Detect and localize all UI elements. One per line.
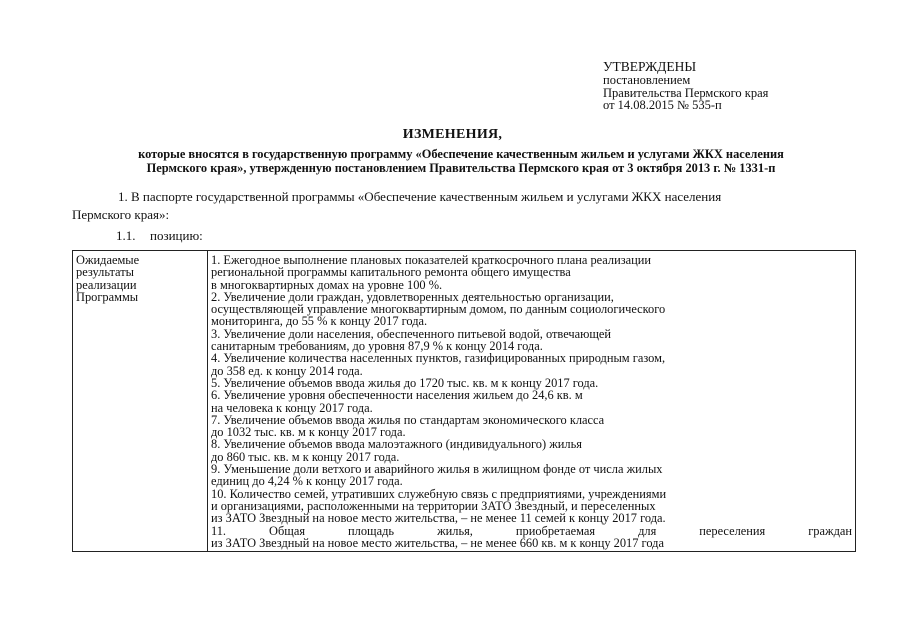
result-item-9-line-2: единиц до 4,24 % к концу 2017 года. <box>211 474 403 489</box>
result-item-8-line-1: 8. Увеличение объемов ввода малоэтажного (индивидуального) жилья <box>211 437 582 452</box>
result-item-11-line-1: 11. Общая площадь жилья, приобретаемая для переселения граждан <box>211 523 852 538</box>
approval-stamp <box>603 60 768 112</box>
paragraph-1-text-line-1: В паспорте государственной программы «Обеспечение качественным жильем и услугами ЖКХ населения <box>131 189 722 204</box>
result-item-6-line-1: 6. Увеличение уровня обеспеченности населения жильем до 24,6 кв. м <box>211 388 583 403</box>
result-item-9 <box>211 463 852 488</box>
label-cell <box>73 251 208 552</box>
result-item-11-line-2: из ЗАТО Звездный на новое место жительства, – не менее 660 кв. м к концу 2017 года <box>211 535 664 550</box>
result-item-7-line-2: до 1032 тыс. кв. м к концу 2017 года. <box>211 425 406 440</box>
result-item-9-line-1: 9. Уменьшение доли ветхого и аварийного жилья в жилищном фонде от числа жилых <box>211 462 663 477</box>
result-item-5-line-1: 5. Увеличение объемов ввода жилья до 1720 тыс. кв. м к концу 2017 года. <box>211 375 599 390</box>
result-item-8 <box>211 438 852 463</box>
result-item-10-line-3: из ЗАТО Звездный на новое место жительства, – не менее 11 семей к концу 2017 года. <box>211 511 666 526</box>
result-item-2-line-3: мониторинга, до 55 % к концу 2017 года. <box>211 314 428 329</box>
paragraph-1 <box>72 188 855 224</box>
subtitle-line-2: Пермского края», утвержденную постановлением Правительства Пермского края от 3 октября 2013 г. № 1331-п <box>146 161 776 175</box>
results-cell <box>208 251 856 552</box>
subtitle-line-1: которые вносятся в государственную программу «Обеспечение качественным жильем и услугами ЖКХ населения <box>138 147 784 161</box>
result-item-2-line-1: 2. Увеличение доли граждан, удовлетворенных деятельностью организации, <box>211 289 614 304</box>
results-table <box>72 250 856 552</box>
approval-line-1: постановлением <box>603 73 691 87</box>
paragraph-1-number: 1. <box>118 189 128 204</box>
result-item-1-line-2: региональной программы капитального ремонта общего имущества <box>211 265 571 280</box>
document-subtitle <box>66 147 856 175</box>
label-line-1: Ожидаемые <box>76 253 140 267</box>
result-item-2 <box>211 291 852 328</box>
result-item-8-line-2: до 860 тыс. кв. м к концу 2017 года. <box>211 449 400 464</box>
table-row <box>73 251 856 552</box>
result-item-2-line-2: осуществляющей управление многоквартирным домом, по данным социологического <box>211 302 666 317</box>
result-item-3-line-2: санитарным требованиям, до уровня 87,9 % к концу 2014 года. <box>211 339 543 354</box>
document-title: ИЗМЕНЕНИЯ, <box>402 127 503 142</box>
result-item-7-line-1: 7. Увеличение объемов ввода жилья по стандартам экономического класса <box>211 412 605 427</box>
approval-line-3: от 14.08.2015 № 535-п <box>603 98 722 112</box>
result-item-1-line-1: 1. Ежегодное выполнение плановых показателей краткосрочного плана реализации <box>211 253 652 267</box>
result-item-3-line-1: 3. Увеличение доли населения, обеспеченного питьевой водой, отвечающей <box>211 326 612 341</box>
result-item-4-line-2: до 358 ед. к концу 2014 года. <box>211 363 363 378</box>
result-item-10-line-1: 10. Количество семей, утративших служебную связь с предприятиями, учреждениями <box>211 486 667 501</box>
result-item-1-line-3: в многоквартирных домах на уровне 100 %. <box>211 277 443 292</box>
paragraph-1-1-number: 1.1. <box>116 228 136 243</box>
paragraph-1-1 <box>116 228 203 244</box>
result-item-1 <box>211 254 852 291</box>
label-line-3: реализации <box>76 277 137 292</box>
label-line-4: Программы <box>76 289 139 304</box>
approval-line-2: Правительства Пермского края <box>603 85 769 100</box>
result-item-11 <box>211 525 852 550</box>
result-item-6 <box>211 389 852 414</box>
result-item-10-line-2: и организациями, расположенными на территории ЗАТО Звездный, и переселенных <box>211 498 656 513</box>
result-item-6-line-2: на человека к концу 2017 года. <box>211 400 373 415</box>
result-item-4-line-1: 4. Увеличение количества населенных пунктов, газифицированных природным газом, <box>211 351 666 366</box>
result-item-7 <box>211 414 852 439</box>
result-item-10 <box>211 488 852 525</box>
result-item-4 <box>211 352 852 377</box>
label-line-2: результаты <box>76 265 134 280</box>
approval-heading: УТВЕРЖДЕНЫ <box>603 59 697 74</box>
paragraph-1-1-text: позицию: <box>150 228 203 243</box>
paragraph-1-text-line-2: Пермского края»: <box>72 207 170 222</box>
result-item-3 <box>211 328 852 353</box>
